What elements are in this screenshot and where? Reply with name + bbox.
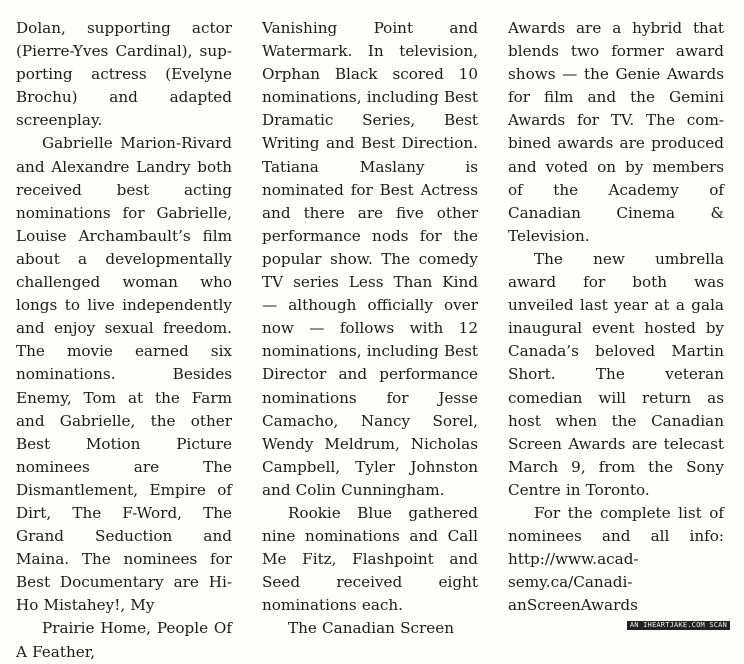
article-column-2 [262,17,478,641]
article-column-3 [508,17,724,617]
article-paragraph: Awards are a hybrid that blends two former award shows — the Genie Awards for film and the Gemini Awards for TV. The combined awards are produced and voted on by members of the Academy of Canadian Cinema & Television. [508,19,724,245]
article-paragraph: Dolan, supporting actor (Pierre-Yves Cardinal), supporting actress (Evelyne Brochu) and adapted screenplay. [16,19,232,130]
article-paragraph: Rookie Blue gathered nine nominations and Call Me Fitz, Flashpoint and Seed received eight nominations each. [262,503,478,615]
scan-watermark: AN IHEARTJAKE.COM SCAN [627,621,730,630]
article-paragraph: The new umbrella award for both was unveiled last year at a gala inaugural event hosted by Canada’s beloved Martin Short. The veteran comedian will return as host when the Canadian Screen Awards are telecast March 9, from the Sony Centre in Toronto. [508,249,724,499]
article-paragraph: Gabrielle Marion-Rivard and Alexandre Landry both received best acting nominations for Gabrielle, Louise Archambault’s film about a developmentally challenged woman who longs to live independently and enjoy sexual freedom. The movie earned six nominations. Besides Enemy, Tom at the Farm and Gabrielle, the other Best Motion Picture nominees are The Dismantlement, Empire of Dirt, The F-Word, The Grand Seduction and Maina. The nominees for Best Documentary are Hi-Ho Mistahey!, My [16,134,232,615]
article-paragraph: For the complete list of nominees and all info: http://www.acadsemy.ca/CanadianScreenAwards [508,503,724,615]
article-column-1 [16,17,232,664]
article-paragraph: The Canadian Screen [288,619,455,638]
article-paragraph: Vanishing Point and Watermark. In television, Orphan Black scored 10 nominations, including Best Dramatic Series, Best Writing and Best Direction. Tatiana Maslany is nominated for Best Actress and there are five other performance nods for the popular show. The comedy TV series Less Than Kind — although officially over now — follows with 12 nominations, including Best Director and performance nominations for Jesse Camacho, Nancy Sorel, Wendy Meldrum, Nicholas Campbell, Tyler Johnston and Colin Cunningham. [262,19,478,499]
article-paragraph: Prairie Home, People Of A Feather, [16,619,232,661]
